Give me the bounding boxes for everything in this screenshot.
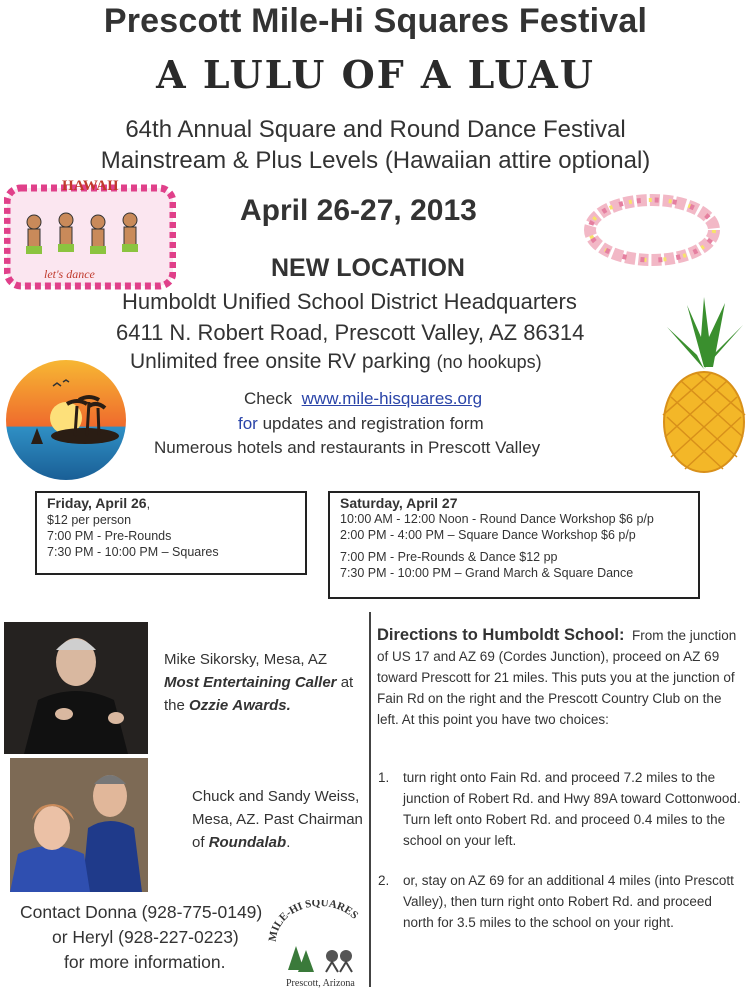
cuers-org: Roundalab [208,834,287,851]
saturday-item: 7:00 PM - Pre-Rounds & Dance $12 pp [340,550,558,564]
directions-intro: From the junction of US 17 and AZ 69 (Cordes Junction), proceed on AZ 69 toward Prescott for 21 miles. This puts you at the junction of Fain Rd on the right and the Prescott Country Club on the left. At this point you have two choices: [377,628,737,727]
cuers-photo [10,758,148,892]
directions-divider [369,612,371,987]
friday-item: 7:00 PM - Pre-Rounds [47,529,172,543]
directions-title: Directions to Humboldt School: [377,626,625,644]
caller-award-name: Ozzie [189,697,229,714]
caller-info [164,648,364,717]
contact-line: Contact Donna (928-775-0149) [20,902,263,922]
flower-lei-image [582,190,722,270]
cuers-text: Chuck and Sandy Weiss, Mesa, AZ. Past Chairman of [192,788,363,851]
updates-line [238,414,484,434]
for-label: for [238,414,258,433]
caller-photo [4,622,148,754]
event-date: April 26-27, 2013 [240,194,477,227]
hawaii-banner-title: HAWAII [62,178,119,194]
sunset-island-image [3,358,129,482]
theme-title: A LULU OF A LUAU [156,52,595,97]
caller-name: Mike Sikorsky, Mesa, AZ [164,651,328,668]
logo-arc-text: MILE-HI SQUARES [266,900,361,943]
saturday-heading: Saturday, April 27 [340,495,458,511]
hawaii-banner-image [4,174,176,292]
friday-item: $12 per person [47,513,132,527]
hawaii-banner-caption: let's dance [44,267,95,281]
svg-text:MILE-HI SQUARES [267,900,361,942]
caller-award-connector: at the [164,674,354,714]
direction-number: 1. [378,770,390,785]
rv-parking-text: Unlimited free onsite RV parking [130,350,431,373]
website-link[interactable]: www.mile-hisquares.org [301,389,483,408]
direction-option-2: or, stay on AZ 69 for an additional 4 miles (into Prescott Valley), then turn right onto Robert Rd. and proceed north for 3.5 miles to the school on your right. [403,873,734,930]
contact-info [20,900,290,975]
friday-schedule-box [35,491,307,575]
logo-bottom-text: Prescott, Arizona [286,978,355,988]
check-website-line [244,389,482,409]
festival-title: Prescott Mile-Hi Squares Festival [103,2,648,40]
caller-awards-word: Awards. [232,697,291,714]
saturday-schedule-box [328,491,700,599]
friday-item: 7:30 PM - 10:00 PM – Squares [47,545,219,559]
direction-number: 2. [378,873,390,888]
new-location-heading: NEW LOCATION [271,254,465,282]
subtitle-line-2: Mainstream & Plus Levels (Hawaiian attire optional) [100,147,651,174]
hotels-note: Numerous hotels and restaurants in Prescott Valley [154,438,541,457]
contact-line: for more information. [64,952,226,972]
cuers-info: Chuck and Sandy Weiss, Mesa, AZ. Past Chairman of Roundalab. [192,788,363,851]
direction-option-1: turn right onto Fain Rd. and proceed 7.2 miles to the junction of Robert Rd. and Hwy 89A toward Cottonwood. Turn left onto Robert Rd. and proceed 0.4 miles to the school on your left. [403,770,741,848]
updates-text: updates and registration form [262,414,484,433]
location-address: 6411 N. Robert Road, Prescott Valley, AZ 86314 [116,320,585,345]
pineapple-image [657,297,751,475]
saturday-item: 7:30 PM - 10:00 PM – Grand March & Square Dance [340,566,634,580]
check-label: Check [244,389,293,408]
saturday-item: 10:00 AM - 12:00 Noon - Round Dance Workshop $6 p/p [340,512,654,526]
contact-line: or Heryl (928-227-0223) [52,927,239,947]
location-name: Humboldt Unified School District Headquarters [122,289,577,314]
caller-award: Most Entertaining Caller [164,674,337,691]
mile-hi-squares-logo [266,900,374,988]
friday-heading: Friday, April 26, [47,495,151,511]
directions-block [377,625,742,730]
saturday-item: 2:00 PM - 4:00 PM – Square Dance Workshop $6 p/p [340,528,636,542]
subtitle-line-1: 64th Annual Square and Round Dance Festival [125,116,626,143]
rv-parking-note: (no hookups) [436,352,542,372]
rv-parking [130,350,542,374]
